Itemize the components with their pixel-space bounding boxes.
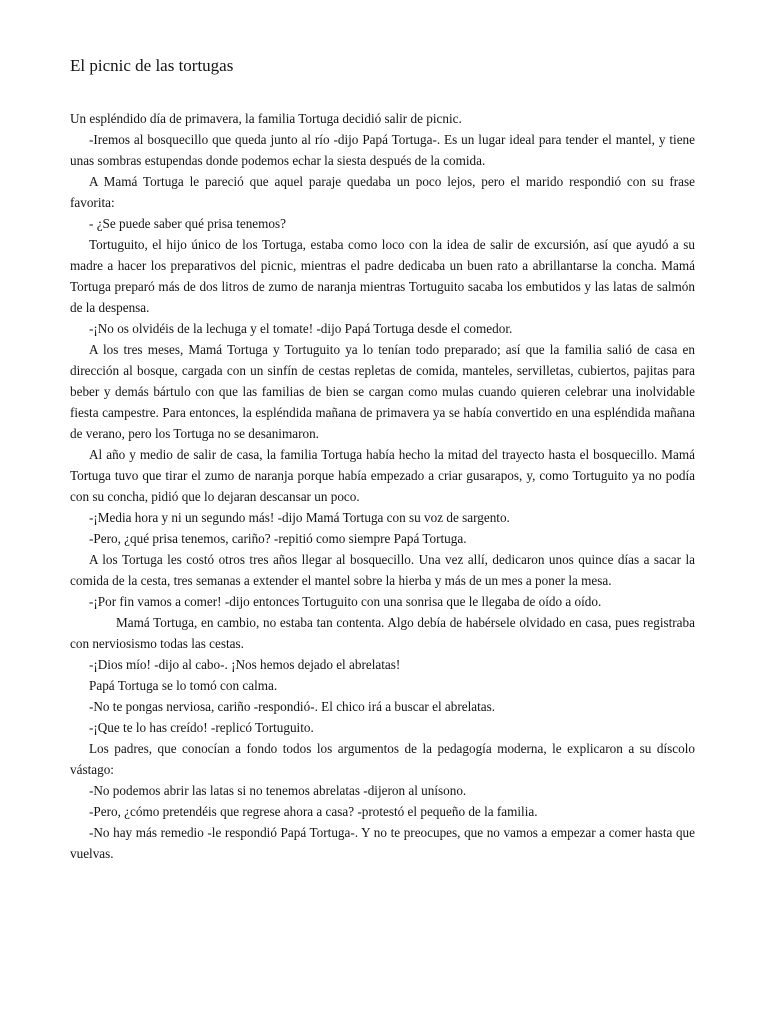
paragraph: Tortuguito, el hijo único de los Tortuga, estaba como loco con la idea de salir de excursión, así que ayudó a su madre a hacer los preparativos del picnic, mientras el padre dedicaba un buen rato a abrillantarse la concha. Mamá Tortuga preparó más de dos litros de zumo de naranja mientras Tortuguito sacaba los embutidos y las latas de salmón de la despensa.	[70, 237, 695, 315]
paragraph: -Pero, ¿cómo pretendéis que regrese ahora a casa? -protestó el pequeño de la familia.	[89, 804, 538, 819]
paragraph: -¡No os olvidéis de la lechuga y el tomate! -dijo Papá Tortuga desde el comedor.	[89, 321, 513, 336]
paragraph: A Mamá Tortuga le pareció que aquel paraje quedaba un poco lejos, pero el marido respondió con su frase favorita:	[70, 174, 695, 210]
paragraph: -No hay más remedio -le respondió Papá Tortuga-. Y no te preocupes, que no vamos a empezar a comer hasta que vuelvas.	[70, 825, 695, 861]
paragraph: -No podemos abrir las latas si no tenemos abrelatas -dijeron al unísono.	[89, 783, 467, 798]
paragraph: Mamá Tortuga, en cambio, no estaba tan contenta. Algo debía de habérsele olvidado en casa, pues registraba con nerviosismo todas las cestas.	[70, 615, 695, 651]
paragraph: -¡Que te lo has creído! -replicó Tortuguito.	[89, 720, 314, 735]
paragraph: - ¿Se puede saber qué prisa tenemos?	[89, 216, 287, 231]
paragraph: Un espléndido día de primavera, la familia Tortuga decidió salir de picnic.	[70, 111, 462, 126]
paragraph: -¡Dios mío! -dijo al cabo-. ¡Nos hemos dejado el abrelatas!	[89, 657, 401, 672]
paragraph: Papá Tortuga se lo tomó con calma.	[89, 678, 278, 693]
paragraph: -Iremos al bosquecillo que queda junto al río -dijo Papá Tortuga-. Es un lugar ideal para tender el mantel, y tiene unas sombras estupendas donde podemos echar la siesta después de la comida.	[70, 132, 695, 168]
paragraph: -¡Media hora y ni un segundo más! -dijo Mamá Tortuga con su voz de sargento.	[89, 510, 510, 525]
document-body	[70, 108, 695, 864]
paragraph: Los padres, que conocían a fondo todos los argumentos de la pedagogía moderna, le explicaron a su díscolo vástago:	[70, 741, 695, 777]
paragraph: -¡Por fin vamos a comer! -dijo entonces Tortuguito con una sonrisa que le llegaba de oído a oído.	[89, 594, 602, 609]
paragraph: Al año y medio de salir de casa, la familia Tortuga había hecho la mitad del trayecto hasta el bosquecillo. Mamá Tortuga tuvo que tirar el zumo de naranja porque había empezado a criar gusarapos, y, como Tortuguito ya no podía con su concha, pidió que lo dejaran descansar un poco.	[70, 447, 695, 504]
document-title: El picnic de las tortugas	[70, 56, 234, 75]
paragraph: A los tres meses, Mamá Tortuga y Tortuguito ya lo tenían todo preparado; así que la familia salió de casa en dirección al bosque, cargada con un sinfín de cestas repletas de comida, manteles, servilletas, cubiertos, pajitas para beber y demás bártulo con que las familias de bien se cargan como mulas cuando quieren celebrar una inolvidable fiesta campestre. Para entonces, la espléndida mañana de primavera ya se había convertido en una espléndida mañana de verano, pero los Tortuga no se desanimaron.	[70, 342, 695, 441]
paragraph: -No te pongas nerviosa, cariño -respondió-. El chico irá a buscar el abrelatas.	[89, 699, 496, 714]
paragraph: -Pero, ¿qué prisa tenemos, cariño? -repitió como siempre Papá Tortuga.	[89, 531, 467, 546]
paragraph: A los Tortuga les costó otros tres años llegar al bosquecillo. Una vez allí, dedicaron unos quince días a sacar la comida de la cesta, tres semanas a extender el mantel sobre la hierba y más de un mes a poner la mesa.	[70, 552, 695, 588]
